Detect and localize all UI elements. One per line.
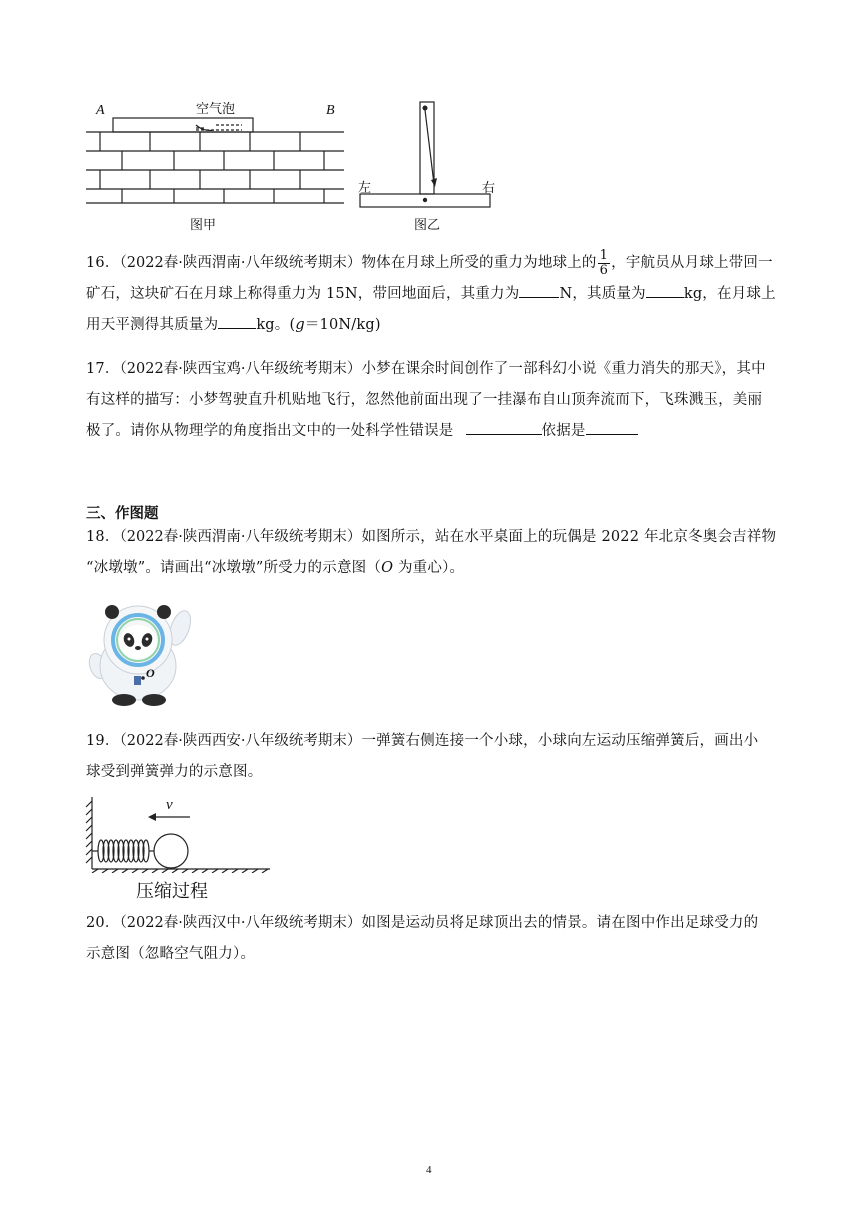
q17-source: （2022春·陕西宝鸡·八年级统考期末）: [119, 361, 362, 377]
q18-line1-text: 如图所示，站在水平桌面上的玩偶是 2022 年北京冬奥会吉祥物: [361, 529, 777, 545]
q20-line-2: 示意图（忽略空气阻力）。: [86, 946, 256, 962]
q16-line-3: [86, 310, 786, 341]
q18-source: （2022春·陕西渭南·八年级统考期末）: [119, 529, 362, 545]
q17-line-3: [86, 416, 786, 447]
frac-numerator: 1: [599, 247, 609, 263]
mascot-figure: [84, 600, 200, 708]
section-title-drawing: 三、作图题: [86, 506, 159, 522]
caption-jia: 图甲: [190, 218, 217, 233]
q16-number: 16．: [86, 255, 120, 271]
q17-number: 17．: [86, 361, 120, 377]
q16-g-symbol: g: [295, 317, 305, 333]
label-b: B: [326, 103, 335, 118]
question-17: [86, 354, 786, 447]
page-number: 4: [426, 1164, 432, 1176]
q16-g-value: ＝10N/kg): [304, 317, 381, 333]
velocity-label: v: [166, 797, 173, 813]
bubble-label: 空气泡: [196, 102, 236, 117]
q16-line3-text: 用天平测得其质量为: [86, 317, 219, 333]
figure-jia: [86, 96, 346, 236]
fraction-one-sixth: [598, 249, 610, 278]
q19-line1-text: 一弹簧右侧连接一个小球，小球向左运动压缩弹簧后，画出小: [361, 733, 759, 749]
q16-line2-unit-n: N，其质量为: [559, 286, 646, 302]
q17-line-1: [86, 354, 786, 385]
spring-caption: 压缩过程: [136, 881, 208, 902]
q18-line2-text: “冰墩墩”。请画出“冰墩墩”所受力的示意图（: [86, 560, 382, 576]
q16-text-b: ，宇航员从月球上带回一: [611, 255, 773, 271]
question-19: [86, 726, 786, 788]
question-16: [86, 248, 786, 341]
answer-blank-moon-mass[interactable]: [218, 314, 256, 329]
q20-line-1: [86, 908, 786, 939]
q17-line1-text: 小梦在课余时间创作了一部科幻小说《重力消失的那天》，其中: [361, 361, 766, 377]
label-right: 右: [482, 181, 496, 196]
q16-line2-unit-kg: kg，在月球上: [683, 286, 776, 302]
q16-line-1: [86, 248, 786, 279]
q17-basis-text: 依据是: [541, 423, 586, 439]
q19-line-2: 球受到弹簧弹力的示意图。: [86, 764, 263, 780]
frac-denominator: 6: [599, 262, 609, 278]
answer-blank-mass[interactable]: [646, 283, 684, 298]
q18-o-symbol: O: [381, 560, 394, 576]
q16-source: （2022春·陕西渭南·八年级统考期末）: [119, 255, 362, 271]
q18-line2-end: 为重心）。: [393, 560, 465, 576]
caption-yi: 图乙: [414, 218, 441, 233]
q16-line-2: [86, 279, 786, 310]
question-20: [86, 908, 786, 970]
q20-number: 20．: [86, 915, 120, 931]
spring-figure: [84, 795, 274, 903]
q16-line2-text: 矿石，这块矿石在月球上称得重力为 15N，带回地面后，其重力为: [86, 286, 520, 302]
q17-line-2: 有这样的描写：小梦驾驶直升机贴地飞行，忽然他前面出现了一挂瀑布自山顶奔流而下，飞珠溅玉，美丽: [86, 392, 763, 408]
q20-line1-text: 如图是运动员将足球顶出去的情景。请在图中作出足球受力的: [361, 915, 759, 931]
spring-ball-diagram: [84, 795, 274, 873]
bing-dwen-dwen-image: [84, 600, 200, 708]
mascot-center-label: O: [146, 666, 155, 680]
label-a: A: [96, 103, 105, 118]
question-18: [86, 522, 786, 584]
q16-line3-unit: kg。(: [256, 317, 296, 333]
figure-yi: [356, 96, 496, 236]
q18-line-1: [86, 522, 786, 553]
answer-blank-weight[interactable]: [519, 283, 559, 298]
answer-blank-error[interactable]: [466, 420, 542, 435]
q20-source: （2022春·陕西汉中·八年级统考期末）: [119, 915, 362, 931]
q19-source: （2022春·陕西西安·八年级统考期末）: [119, 733, 362, 749]
label-left: 左: [358, 181, 372, 196]
q18-line-2: [86, 553, 786, 584]
q19-number: 19．: [86, 733, 120, 749]
q16-text-a: 物体在月球上所受的重力为地球上的: [361, 255, 597, 271]
q17-line3-text: 极了。请你从物理学的角度指出文中的一处科学性错误是: [86, 423, 454, 439]
q19-line-1: [86, 726, 786, 757]
answer-blank-basis[interactable]: [586, 420, 638, 435]
q18-number: 18．: [86, 529, 120, 545]
